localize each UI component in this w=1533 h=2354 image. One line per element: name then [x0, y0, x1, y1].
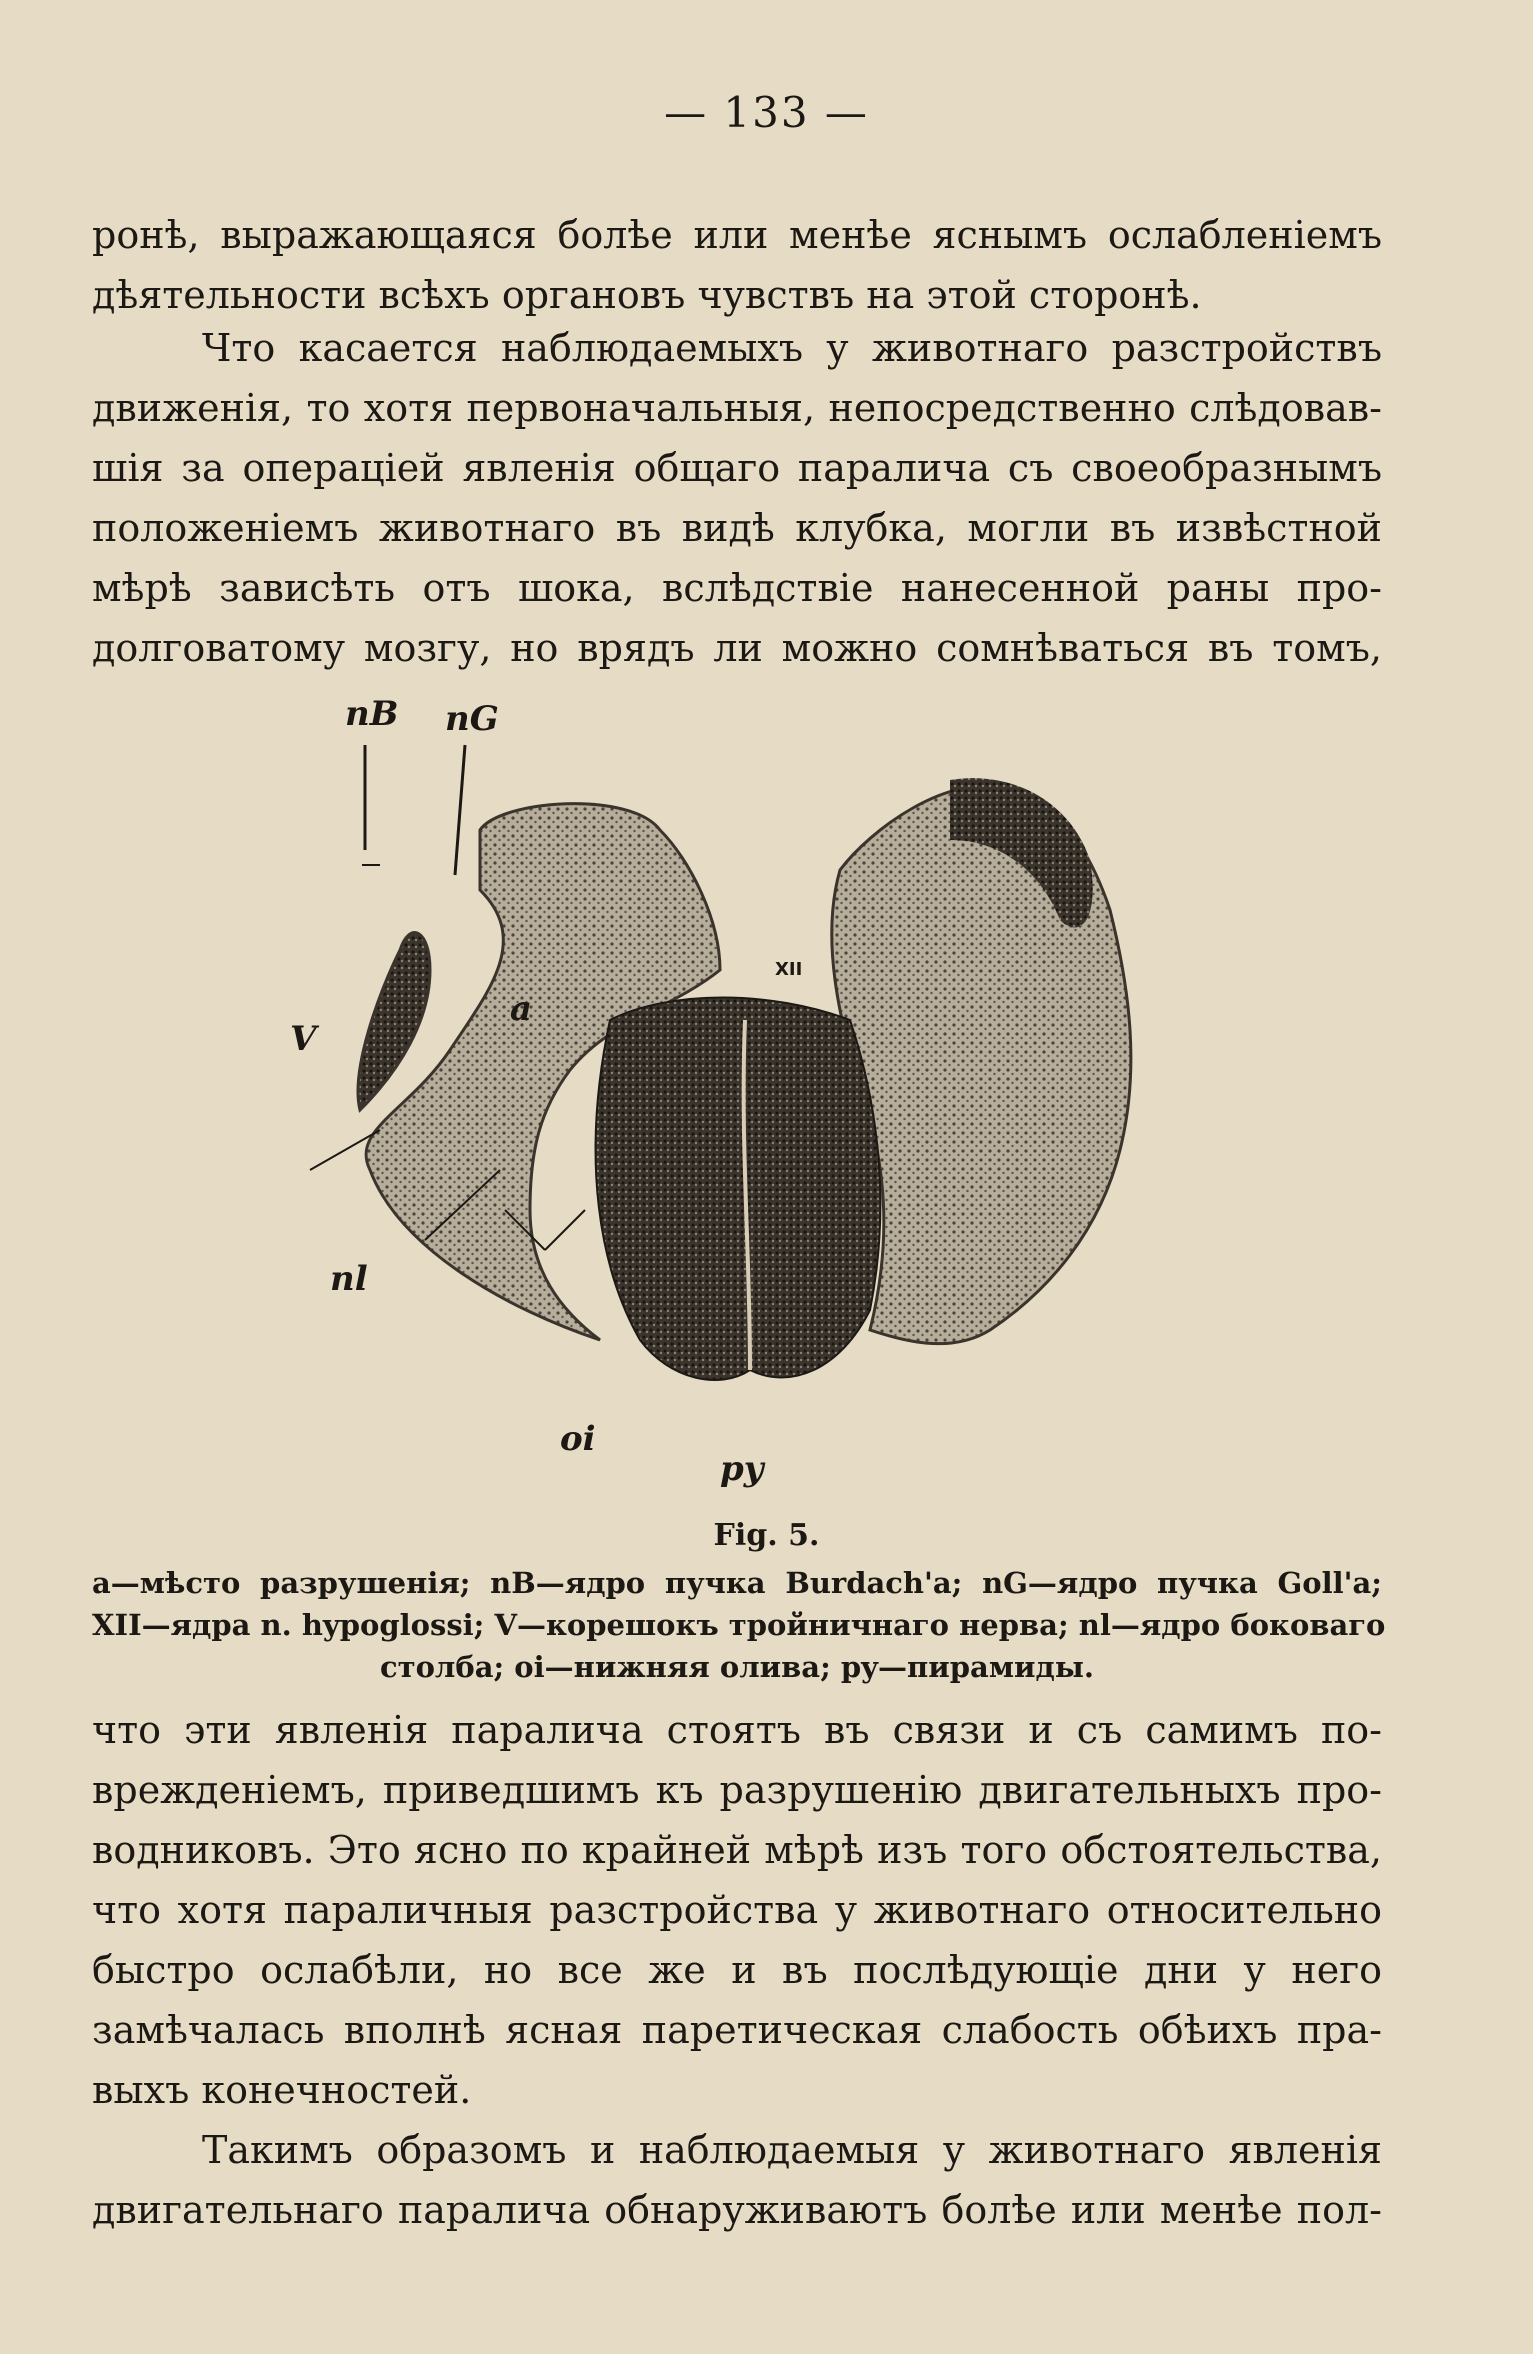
- label-a: a: [510, 989, 533, 1029]
- label-nl: nl: [330, 1259, 368, 1299]
- text-line: долговатому мозгу, но врядъ ли можно сомнѣваться въ томъ,: [92, 626, 1382, 670]
- text-line: движенія, то хотя первоначальныя, непосредственно слѣдовав-: [92, 386, 1382, 430]
- text-line: врежденіемъ, приведшимъ къ разрушенію двигательныхъ про-: [92, 1768, 1382, 1812]
- label-ng: nG: [445, 699, 499, 739]
- paragraph-4: [92, 2120, 1382, 2240]
- paragraph-2: [92, 318, 1382, 678]
- legend-line: столба; oi—нижняя олива; py—пирамиды.: [379, 1650, 1095, 1684]
- legend-line: XII—ядра n. hypoglossi; V—корешокъ тройничнаго нерва; nl—ядро боковаго: [92, 1608, 1386, 1642]
- pointer-py-right: [545, 1210, 585, 1250]
- central-dark-mass: [596, 998, 881, 1381]
- label-py: py: [720, 1449, 764, 1489]
- label-oi: oi: [560, 1419, 596, 1459]
- text-line: Что касается наблюдаемыхъ у животнаго разстройствъ: [202, 326, 1382, 370]
- pointer-ng: [455, 745, 465, 875]
- text-line: ронѣ, выражающаяся болѣе или менѣе яснымъ ослабленіемъ: [92, 213, 1382, 257]
- text-line: шія за операціей явленія общаго паралича съ своеобразнымъ: [92, 446, 1382, 490]
- page-number: — 133 —: [664, 88, 869, 137]
- text-line: дѣятельности всѣхъ органовъ чувствъ на этой сторонѣ.: [92, 273, 1202, 317]
- brain-section-figure: [250, 690, 1280, 1490]
- paragraph-3: [92, 1700, 1382, 2120]
- text-line: водниковъ. Это ясно по крайней мѣрѣ изъ того обстоятельства,: [92, 1828, 1382, 1872]
- paragraph-1: [92, 205, 1382, 325]
- figure-title: Fig. 5.: [713, 1518, 820, 1553]
- trigeminal-root: [358, 933, 430, 1110]
- text-line: что хотя параличныя разстройства у животнаго относительно: [92, 1888, 1382, 1932]
- text-line: замѣчалась вполнѣ ясная паретическая слабость обѣихъ пра-: [92, 2008, 1382, 2052]
- legend-line: a—мѣсто разрушенія; nB—ядро пучка Burdach'a; nG—ядро пучка Goll'a;: [92, 1566, 1382, 1600]
- text-line: быстро ослабѣли, но все же и въ послѣдующіе дни у него: [92, 1948, 1382, 1992]
- text-line: положеніемъ животнаго въ видѣ клубка, могли въ извѣстной: [92, 506, 1382, 550]
- text-line: что эти явленія паралича стоятъ въ связи и съ самимъ по-: [92, 1708, 1382, 1752]
- label-v: V: [290, 1019, 317, 1059]
- text-line: двигательнаго паралича обнаруживаютъ болѣе или менѣе пол-: [92, 2188, 1382, 2232]
- figure-legend: [92, 1562, 1386, 1688]
- label-nb: nB: [345, 694, 399, 734]
- text-line: Такимъ образомъ и наблюдаемыя у животнаго явленія: [202, 2128, 1382, 2172]
- text-line: мѣрѣ зависѣть отъ шока, вслѣдствіе нанесенной раны про-: [92, 566, 1382, 610]
- label-xii: XII: [775, 959, 803, 980]
- text-line: выхъ конечностей.: [92, 2068, 472, 2112]
